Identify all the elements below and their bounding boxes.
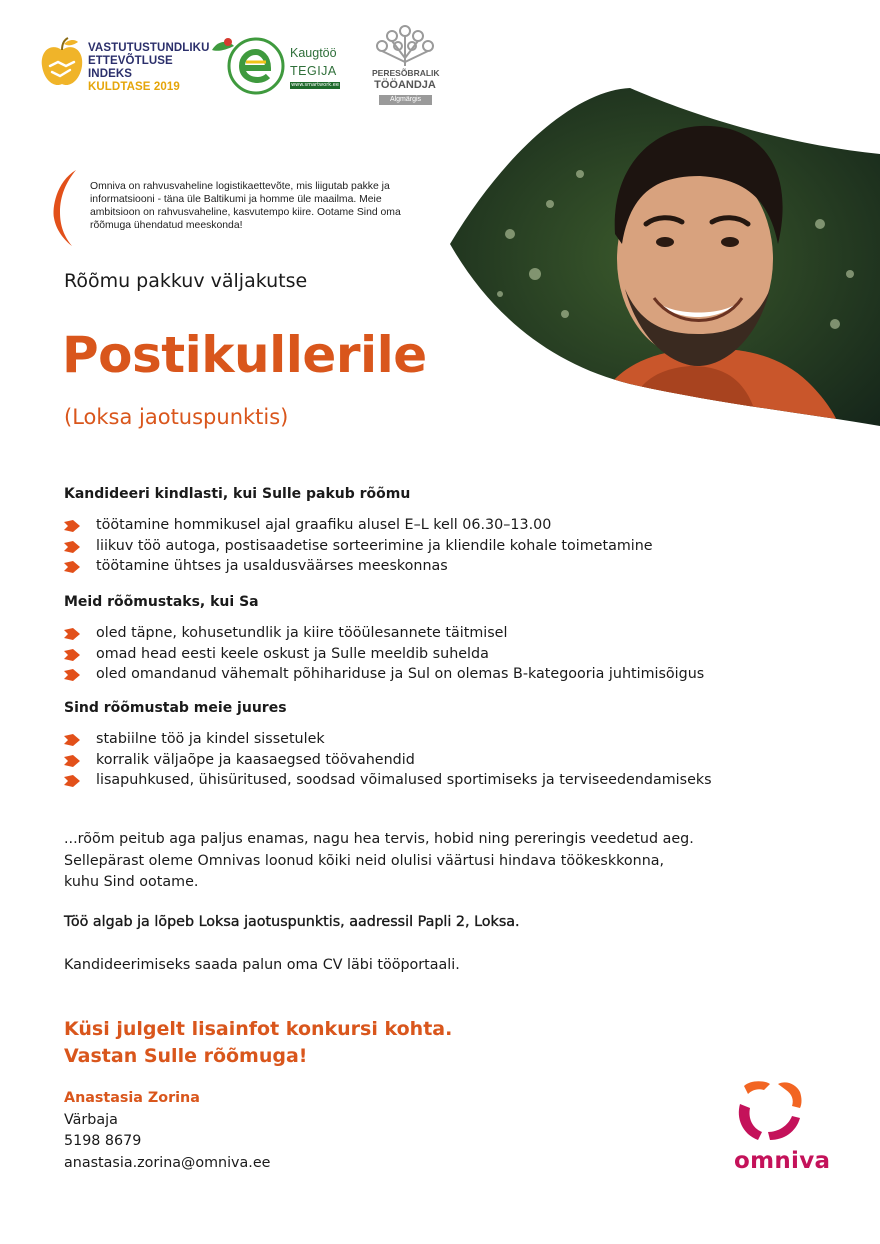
page-subtitle: (Loksa jaotuspunktis): [64, 405, 289, 429]
list-item-text: omad head eesti keele oskust ja Sulle meeldib suhelda: [96, 645, 489, 662]
call-to-action: [64, 1016, 452, 1070]
section-requirements: [64, 594, 844, 685]
bullet-arrow-icon: [64, 669, 80, 681]
page-title: Postikullerile: [62, 326, 427, 384]
closing-line: ...rõõm peitub aga paljus enamas, nagu hea tervis, hobid ning pereringis veedetud aeg.: [64, 831, 694, 847]
badge-remote-url: www.smartwork.ee: [291, 82, 339, 88]
bullet-arrow-icon: [64, 775, 80, 787]
list-item: [64, 729, 844, 750]
closing-paragraph: [64, 829, 824, 894]
list-item-text: töötamine hommikusel ajal graafiku alusel E–L kell 06.30–13.00: [96, 517, 552, 533]
list-item-text: töötamine ühtses ja usaldusväärses meeskonnas: [96, 558, 448, 574]
family-friendly-badge: [372, 22, 438, 108]
list-item-text: korralik väljaõpe ja kaasaegsed töövahendid: [96, 751, 415, 768]
bullet-arrow-icon: [64, 628, 80, 640]
contact-email[interactable]: anastasia.zorina@omniva.ee: [64, 1154, 271, 1171]
contact-role: Värbaja: [64, 1111, 118, 1128]
contact-phone: 5198 8679: [64, 1133, 142, 1149]
list-item-text: stabiilne töö ja kindel sissetulek: [96, 731, 325, 747]
badge-index-line2: ETTEVÕTLUSE INDEKS: [88, 55, 173, 80]
omniva-logo: [730, 1078, 840, 1178]
badge-index-line1: VASTUTUSTUNDLIKU: [88, 42, 210, 54]
list-item: [64, 770, 844, 791]
section-benefits: [64, 700, 844, 791]
closing-line: kuhu Sind ootame.: [64, 874, 199, 890]
list-item-text: oled omandanud vähemalt põhihariduse ja Sul on olemas B-kategooria juhtimisõigus: [96, 666, 705, 682]
location-line: Töö algab ja lõpeb Loksa jaotuspunktis, aadressil Papli 2, Loksa.: [64, 914, 520, 930]
badge-family-line3: Algmärgis: [379, 95, 432, 105]
apply-text: Kandideerimiseks saada palun oma CV läbi tööportaali.: [64, 957, 460, 973]
list-item: [64, 556, 844, 577]
remote-work-e-icon: [210, 34, 290, 96]
intro-accent-arc: [46, 168, 82, 248]
section-heading: Meid rõõmustaks, kui Sa: [64, 594, 259, 610]
responsibility-index-badge: [40, 36, 210, 93]
intro-text: Omniva on rahvusvaheline logistikaettevõte, mis liigutab pakke ja informatsiooni - täna üle Baltikumi ja homme üle maailma. Meie ambitsioon on rahvusvaheline, kasvutempo kiire. Ootame Sind oma rõõmuga ühendatud meeskonda!: [90, 181, 401, 231]
list-item: [64, 623, 844, 644]
bullet-arrow-icon: [64, 734, 80, 746]
contact-name: Anastasia Zorina: [64, 1090, 200, 1106]
badge-family-line1: PERESÕBRALIK: [372, 68, 440, 78]
list-item: [64, 750, 844, 771]
remote-work-badge: [210, 34, 345, 96]
golden-apple-icon: [40, 36, 84, 90]
omniva-wordmark: omniva: [734, 1148, 831, 1174]
section-heading: Kandideeri kindlasti, kui Sulle pakub rõõmu: [64, 486, 411, 502]
badge-remote-line1: Kaugtöö: [290, 46, 337, 60]
section-heading: Sind rõõmustab meie juures: [64, 700, 287, 716]
badge-remote-line2: TEGIJA: [290, 64, 337, 78]
family-tree-icon: [372, 22, 438, 68]
lead-text: Rõõmu pakkuv väljakutse: [64, 270, 308, 292]
bullet-arrow-icon: [64, 541, 80, 553]
section-offer: [64, 486, 844, 577]
bullet-arrow-icon: [64, 561, 80, 573]
omniva-logo-icon: [730, 1078, 840, 1148]
list-item: [64, 664, 844, 685]
closing-line: Sellepärast oleme Omnivas loonud kõiki neid olulisi väärtusi hindava töökeskkonna,: [64, 852, 665, 869]
list-item: [64, 536, 844, 557]
cta-line: Küsi julgelt lisainfot konkursi kohta.: [64, 1018, 453, 1040]
list-item-text: lisapuhkused, ühisüritused, soodsad võimalused sportimiseks ja terviseedendamiseks: [96, 772, 712, 788]
list-item-text: oled täpne, kohusetundlik ja kiire tööülesannete täitmisel: [96, 625, 508, 641]
list-item-text: liikuv töö autoga, postisaadetise sorteerimine ja kliendile kohale toimetamine: [96, 537, 653, 554]
hero-photo: [440, 84, 880, 430]
list-item: [64, 515, 844, 536]
location-text: [64, 912, 824, 934]
bullet-arrow-icon: [64, 755, 80, 767]
bullet-arrow-icon: [64, 649, 80, 661]
badge-index-line3: KULDTASE 2019: [88, 81, 180, 93]
badge-family-line2: TÖÖANDJA: [374, 79, 436, 91]
bullet-arrow-icon: [64, 520, 80, 532]
list-item: [64, 644, 844, 665]
contact-block: [64, 1088, 270, 1174]
cta-line: Vastan Sulle rõõmuga!: [64, 1045, 308, 1067]
